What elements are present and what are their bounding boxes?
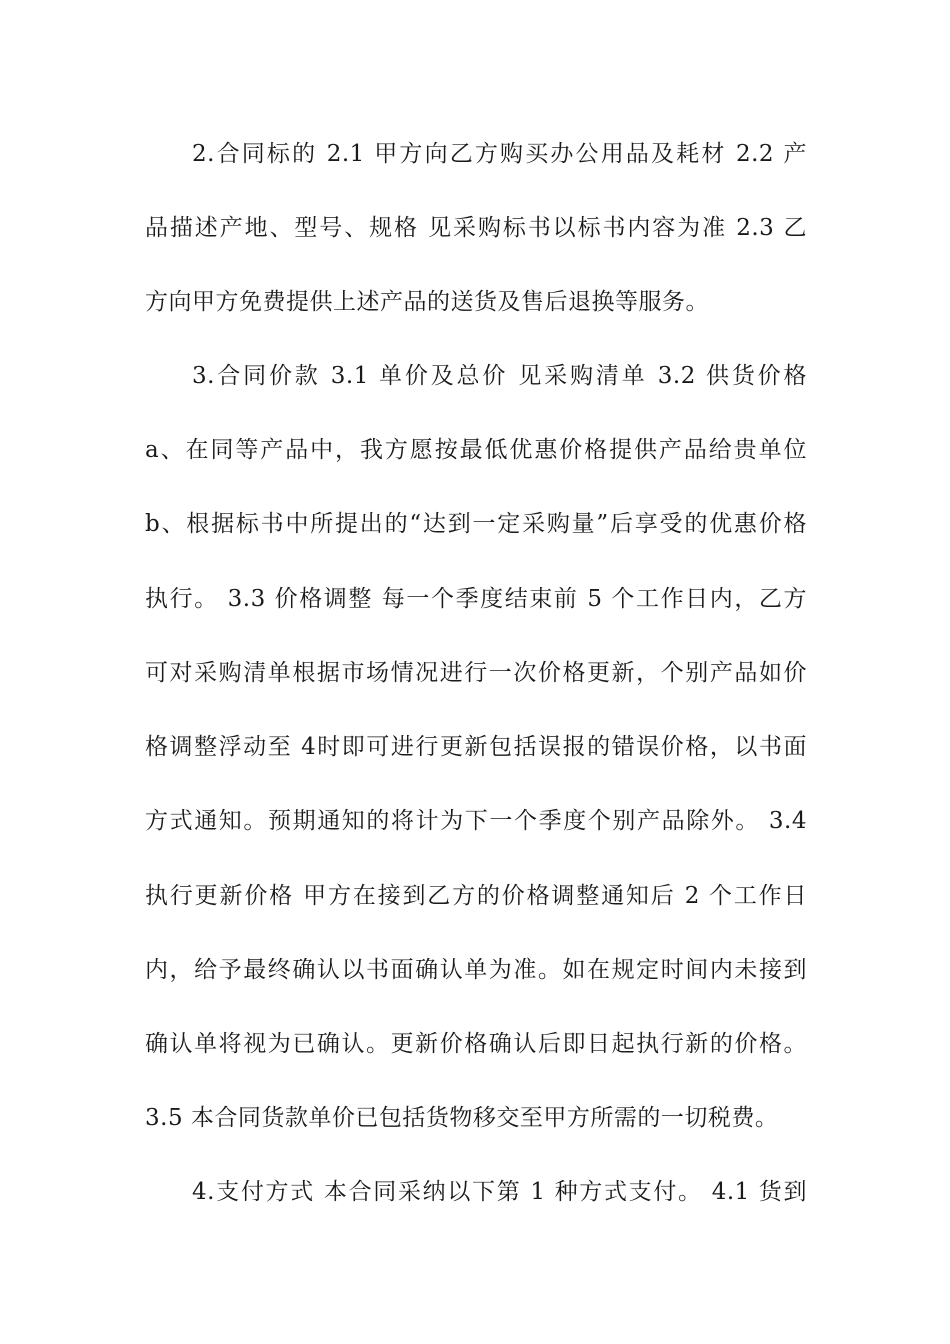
paragraph-2-line-5: 可对采购清单根据市场情况进行一次价格更新，个别产品如价 [145,660,807,686]
paragraph-1-line-1: 2.合同标的 2.1 甲方向乙方购买办公用品及耗材 2.2 产 [192,141,807,167]
paragraph-2-line-7: 方式通知。预期通知的将计为下一个季度个别产品除外。 3.4 [145,808,807,834]
paragraph-2-line-10: 确认单将视为已确认。更新价格确认后即日起执行新的价格。 [145,1031,807,1057]
paragraph-2-line-3: b、根据标书中所提出的“达到一定采购量”后享受的优惠价格 [145,511,807,537]
paragraph-1-line-2: 品描述产地、型号、规格 见采购标书以标书内容为准 2.3 乙 [145,215,807,241]
paragraph-2-line-6: 格调整浮动至 4时即可进行更新包括误报的错误价格，以书面 [145,734,807,760]
paragraph-3-line-1: 4.支付方式 本合同采纳以下第 1 种方式支付。 4.1 货到 [192,1179,807,1205]
paragraph-2-line-8: 执行更新价格 甲方在接到乙方的价格调整通知后 2 个工作日 [145,883,807,909]
paragraph-2-line-1: 3.合同价款 3.1 单价及总价 见采购清单 3.2 供货价格 [192,363,807,389]
paragraph-2-line-9: 内，给予最终确认以书面确认单为准。如在规定时间内未接到 [145,957,807,983]
paragraph-2-line-11: 3.5 本合同货款单价已包括货物移交至甲方所需的一切税费。 [145,1105,779,1131]
paragraph-2-line-2: a、在同等产品中，我方愿按最低优惠价格提供产品给贵单位 [145,437,807,463]
paragraph-2-line-4: 执行。 3.3 价格调整 每一个季度结束前 5 个工作日内，乙方 [145,586,807,612]
paragraph-1-line-3: 方向甲方免费提供上述产品的送货及售后退换等服务。 [145,289,709,315]
